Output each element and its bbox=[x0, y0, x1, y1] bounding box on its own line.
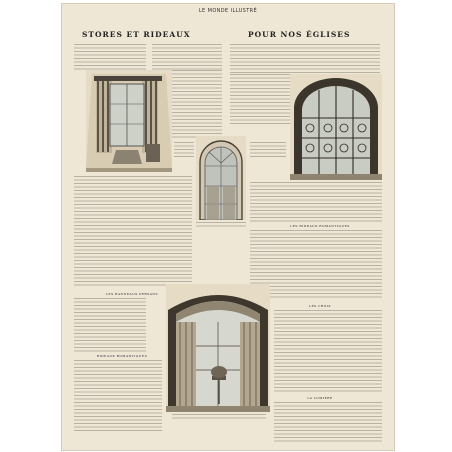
running-head: LE MONDE ILLUSTRÉ bbox=[198, 8, 258, 14]
caption-block-figure-4 bbox=[172, 414, 266, 420]
text-block-middle-left bbox=[74, 176, 192, 288]
subhead-right-1: LES RIDEAUX ROMANTIQUES bbox=[290, 224, 350, 228]
arched-window-illustration bbox=[196, 136, 246, 220]
caption-block-figure-1 bbox=[174, 142, 194, 158]
text-block-right-lower-3 bbox=[274, 402, 382, 442]
subhead-left-1: LES BANNEAUX PERSANS bbox=[105, 292, 159, 296]
window-curtain-illustration-2 bbox=[166, 284, 270, 412]
subhead-right-3: LA LUMIÈRE bbox=[307, 396, 333, 400]
text-block-left-lower-1 bbox=[74, 298, 146, 352]
article-title-left: STORES ET RIDEAUX bbox=[82, 30, 191, 39]
text-block-center-col bbox=[172, 70, 222, 140]
text-block-top-right bbox=[230, 44, 380, 74]
text-block-top-center bbox=[152, 44, 222, 70]
caption-block-figure-2 bbox=[250, 142, 286, 158]
text-block-right-col bbox=[230, 74, 290, 124]
caption-block-figure-3 bbox=[196, 222, 246, 228]
article-title-right: POUR NOS ÉGLISES bbox=[248, 30, 351, 39]
magazine-page bbox=[62, 4, 394, 450]
text-block-top-left bbox=[74, 44, 146, 70]
text-block-middle-right bbox=[250, 182, 382, 222]
text-block-left-lower-2 bbox=[74, 360, 162, 432]
window-curtain-illustration-1 bbox=[86, 70, 172, 172]
grille-window-illustration bbox=[290, 74, 382, 180]
subhead-left-2: RIDEAUX ROMANTIQUES bbox=[96, 354, 148, 358]
subhead-right-2: LES CROIX bbox=[308, 304, 332, 308]
text-block-right-lower-2 bbox=[274, 310, 382, 392]
